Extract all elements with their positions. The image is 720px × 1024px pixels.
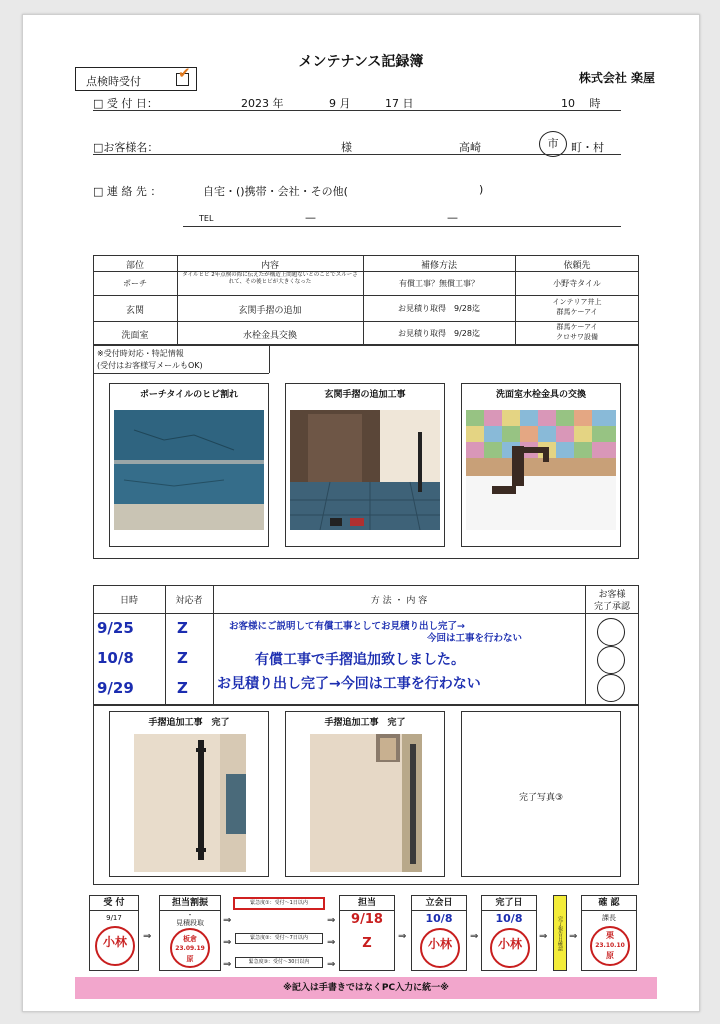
log-row3-person: Z <box>177 679 188 697</box>
handrail-done-photo-1 <box>134 734 246 872</box>
seal-text: 小林 <box>497 937 522 951</box>
footer-note: ※記入は手書きではなくPC入力に統一※ <box>75 977 657 999</box>
header-method: 補修方法 <box>420 261 457 271</box>
photo-caption: 玄関手摺の追加工事 <box>324 390 406 400</box>
customer-city: 高崎 <box>459 141 481 154</box>
flow-confirm-role: 課長 <box>602 914 616 922</box>
seal-top: 板倉 <box>183 935 197 943</box>
flow-visit-date: 10/8 <box>425 912 453 925</box>
completion-photo-3-placeholder: 完了写真③ <box>518 793 564 803</box>
photo-caption: ポーチタイルのヒビ割れ <box>139 390 239 400</box>
check-mark-icon: ✔ <box>178 64 191 82</box>
seal-assignment <box>170 928 210 968</box>
row2-vendor: インテリア井上 群馬ケーアイ <box>552 298 602 316</box>
flow-arrow: ⇒ <box>223 915 232 926</box>
inspection-reception-box <box>75 64 197 91</box>
photo-caption: 洗面室水栓金具の交換 <box>495 390 586 400</box>
log-header-person: 対応者 <box>175 596 203 606</box>
seal-kobayashi-visit <box>420 928 460 968</box>
entrance-photo <box>290 410 440 530</box>
log-header-date: 日時 <box>119 596 138 606</box>
log-row1-person: Z <box>177 619 188 637</box>
row1-content: タイルヒビ 2年点検の際に伝えたが構造上問題ないとのことでスルーされて、その後ヒビが大きくなった <box>182 272 358 285</box>
notes-line-2: (受付はお客様写メールもOK) <box>97 361 203 370</box>
urgency-1[interactable]: 緊急度①：受付～1日以内 <box>233 897 325 910</box>
flow-reception-date: 9/17 <box>106 914 122 922</box>
urgency-2[interactable]: 緊急度②：受付～7日以内 <box>235 933 323 944</box>
flow-visit-head: 立会日 <box>412 896 466 911</box>
log-row2-person: Z <box>177 649 188 667</box>
seal-text: 小林 <box>102 935 127 949</box>
flow-reception-head: 受 付 <box>90 896 138 911</box>
flow-completion-head: 完了日 <box>482 896 536 911</box>
flow-assignment-sub1: ・ <box>186 911 194 919</box>
flow-confirm-head: 確 認 <box>582 896 636 911</box>
table-rule <box>93 373 269 374</box>
seal-top: 栗 <box>606 931 614 940</box>
log-row2-line1: 有償工事で手摺追加致しました。 <box>255 652 465 668</box>
flow-arrow: ⇒ <box>470 931 479 942</box>
log-row2-date: 10/8 <box>97 649 134 667</box>
contact-label: □ 連 絡 先 ： <box>93 185 162 198</box>
seal-date: 23.09.19 <box>175 945 205 952</box>
notes-line-1: ※受付時対応・特記情報 <box>97 349 184 358</box>
flow-arrow: ⇒ <box>569 931 578 942</box>
flow-site-visit <box>411 895 467 971</box>
maintenance-record-sheet <box>22 14 700 1012</box>
flow-person-head: 担当 <box>340 896 394 911</box>
row2-part: 玄関 <box>125 306 144 316</box>
log-row3-date: 9/29 <box>97 679 134 697</box>
row3-content: 水栓金具交換 <box>242 331 297 341</box>
company-name: 株式会社 楽屋 <box>578 71 655 85</box>
photo-frame-tile-crack <box>109 383 269 547</box>
header-content: 内容 <box>260 261 279 271</box>
row2-content: 玄関手摺の追加 <box>238 306 302 316</box>
photo-frame-handrail-done-2 <box>285 711 445 877</box>
row3-part: 洗面室 <box>121 331 149 341</box>
flow-person-name: Z <box>362 936 372 951</box>
tel-dash-2: — <box>447 211 458 224</box>
flow-person-date: 9/18 <box>351 912 383 927</box>
row1-vendor: 小野寺タイル <box>553 279 601 288</box>
table-rule <box>93 295 639 296</box>
tel-dash-1: — <box>305 211 316 224</box>
flow-completion-date: 10/8 <box>495 912 523 925</box>
flow-confirmation <box>581 895 637 971</box>
tel-label: TEL <box>199 214 214 223</box>
seal-kobayashi-completion <box>490 928 530 968</box>
flow-arrow: ⇒ <box>223 937 232 948</box>
approval-circle-3[interactable] <box>597 674 625 702</box>
log-row1-date: 9/25 <box>97 619 134 637</box>
log-header-method: 方 法 ・ 内 容 <box>370 596 428 606</box>
completion-report-check-label: 完了報告日確認 <box>553 895 567 971</box>
photo-frame-handrail-done-1 <box>109 711 269 877</box>
approval-circle-1[interactable] <box>597 618 625 646</box>
reception-month: 9 月 <box>329 97 351 110</box>
flow-arrow: ⇒ <box>398 931 407 942</box>
log-row1-line1: お客様にご説明して有償工事としてお見積り出し完了→ <box>229 621 465 632</box>
flow-arrow: ⇒ <box>223 959 232 970</box>
underline <box>183 226 621 227</box>
flow-arrow: ⇒ <box>327 937 336 948</box>
reception-hour: 10 時 <box>561 97 601 110</box>
seal-bottom: 原 <box>606 951 614 960</box>
flow-arrow: ⇒ <box>143 931 152 942</box>
contact-options: 自宅・()携帯・会社・その他( <box>203 185 348 198</box>
photo-frame-entrance-handrail <box>285 383 445 547</box>
seal-confirmation <box>590 926 630 966</box>
reception-year: 2023 年 <box>241 97 284 110</box>
header-vendor: 依頼先 <box>563 261 591 271</box>
log-row3-line1: お見積り出し完了→今回は工事を行わない <box>217 676 481 692</box>
table-rule <box>93 613 639 614</box>
row2-method: お見積り取得 9/28迄 <box>398 304 480 313</box>
page-title: メンテナンス記録簿 <box>298 54 424 70</box>
table-rule <box>93 271 639 272</box>
flow-person-in-charge <box>339 895 395 971</box>
contact-close: ) <box>479 183 484 196</box>
flow-completion <box>481 895 537 971</box>
seal-bottom: 原 <box>186 955 194 963</box>
reception-day: 17 日 <box>385 97 414 110</box>
seal-kobayashi-reception <box>95 926 135 966</box>
flow-arrow: ⇒ <box>327 915 336 926</box>
flow-arrow: ⇒ <box>327 959 336 970</box>
seal-date: 23.10.10 <box>595 942 625 949</box>
customer-machi-mura: 町・村 <box>571 141 604 154</box>
photo-caption: 手摺追加工事 完了 <box>324 718 406 728</box>
tile-crack-photo <box>114 410 264 530</box>
log-header-approval-1: お客様 <box>598 590 626 600</box>
flow-assignment-head: 担当割振 <box>160 896 220 911</box>
underline <box>93 154 621 155</box>
flow-assignment <box>159 895 221 971</box>
photo-frame-placeholder-3 <box>461 711 621 877</box>
approval-circle-2[interactable] <box>597 646 625 674</box>
faucet-photo <box>466 410 616 530</box>
row3-vendor: 群馬ケーアイ クロサワ設備 <box>556 323 598 341</box>
flow-assignment-sub2: 見積段取 <box>176 919 204 927</box>
inspection-label: 点検時受付 <box>86 75 141 88</box>
customer-name-label: □お客様名： <box>93 141 159 154</box>
row1-part: ポーチ <box>123 279 147 288</box>
photo-frame-faucet <box>461 383 621 547</box>
seal-text: 小林 <box>427 937 452 951</box>
handrail-done-photo-2 <box>310 734 422 872</box>
log-row1-line2: 今回は工事を行わない <box>427 633 523 644</box>
flow-arrow: ⇒ <box>539 931 548 942</box>
customer-sama: 様 <box>341 141 352 154</box>
log-header-approval-2: 完了承認 <box>593 602 630 612</box>
urgency-3[interactable]: 緊急度③：受付～30日以内 <box>235 957 323 968</box>
reception-date-label: □ 受 付 日： <box>93 97 158 110</box>
underline <box>93 110 621 111</box>
row3-method: お見積り取得 9/28迄 <box>398 329 480 338</box>
header-part: 部位 <box>125 261 144 271</box>
city-circled: 市 <box>539 131 567 157</box>
table-rule <box>269 345 270 373</box>
row1-method: 有償工事？無償工事？ <box>399 279 479 288</box>
photo-caption: 手摺追加工事 完了 <box>148 718 230 728</box>
flow-reception <box>89 895 139 971</box>
